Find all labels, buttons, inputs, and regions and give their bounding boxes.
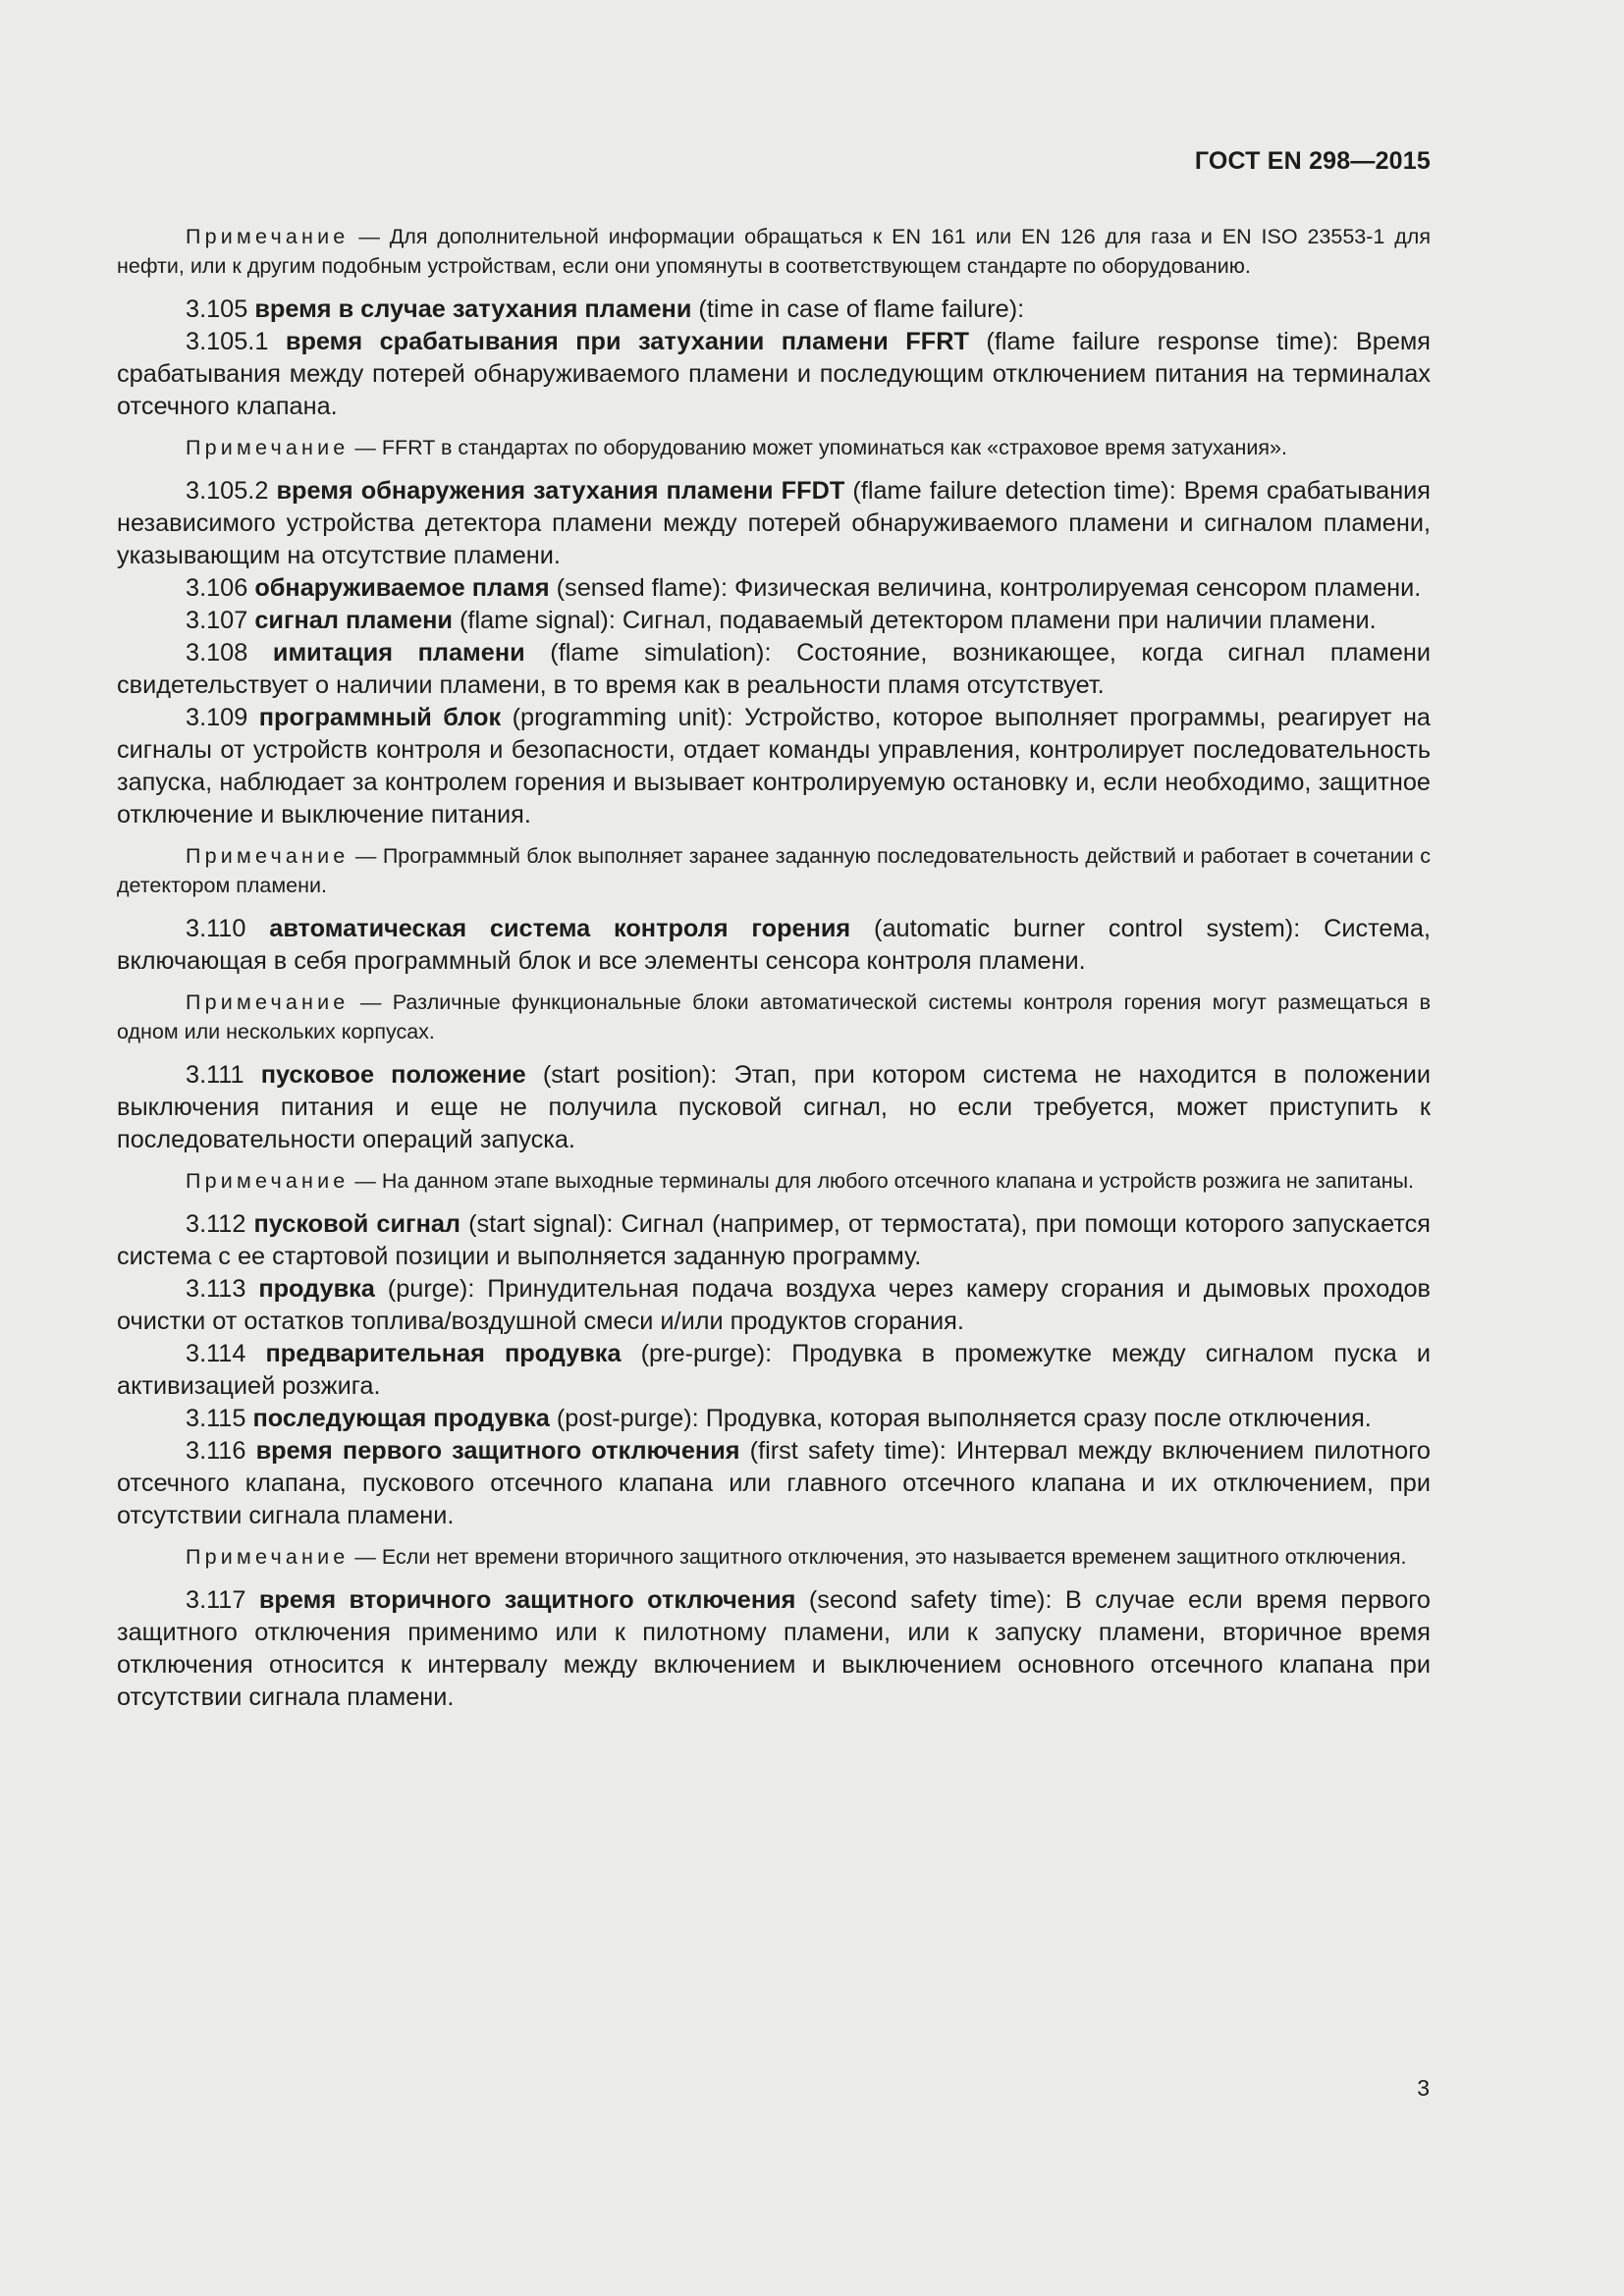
definition-paragraph: [117, 1584, 1431, 1714]
note-label: Примечание: [186, 844, 350, 868]
clause-number: 3.117: [186, 1586, 259, 1614]
defined-term: обнаруживаемое пламя: [254, 574, 550, 602]
definition-text: (sensed flame): Физическая величина, контролируемая сенсором пламени.: [549, 574, 1422, 602]
definition-text: (post-purge): Продувка, которая выполняется сразу после отключения.: [549, 1405, 1372, 1432]
definition-paragraph: [117, 1435, 1431, 1532]
document-header: ГОСТ EN 298—2015: [1194, 147, 1431, 175]
note-paragraph: [117, 841, 1431, 900]
definition-text: (flame signal): Сигнал, подаваемый детектором пламени при наличии пламени.: [452, 607, 1377, 634]
definition-text: (programming unit): Устройство, которое выполняет программы, реагирует на сигналы от устройств контроля и безопасности, отдает команды управления, контролирует последовательность запуска, наблюдает за контролем горения и вызывает контролируемую остановку и, если необходимо, защитное отключение и выключение питания.: [117, 704, 1431, 828]
defined-term: пусковое положение: [260, 1061, 526, 1089]
definition-paragraph: [117, 637, 1431, 702]
note-label: Примечание: [186, 225, 350, 248]
defined-term: время обнаружения затухания пламени FFDT: [276, 477, 845, 505]
clause-number: 3.107: [186, 607, 255, 634]
definition-text: (flame simulation): Состояние, возникающее, когда сигнал пламени свидетельствует о наличии пламени, в то время как в реальности пламя отсутствует.: [117, 639, 1431, 699]
definition-text: (start position): Этап, при котором система не находится в положении выключения питания и еще не получила пусковой сигнал, но если требуется, может приступить к последовательности операций запуска.: [117, 1061, 1431, 1153]
definition-text: (purge): Принудительная подача воздуха через камеру сгорания и дымовых проходов очистки от остатков топлива/воздушной смеси и/или продуктов сгорания.: [117, 1275, 1431, 1335]
defined-term: время первого защитного отключения: [255, 1437, 740, 1465]
definition-paragraph: [117, 605, 1431, 637]
note-text: — FFRT в стандартах по оборудованию может упоминаться как «страховое время затухания».: [349, 436, 1287, 459]
clause-number: 3.105: [186, 295, 255, 323]
clause-number: 3.112: [186, 1210, 254, 1238]
defined-term: время срабатывания при затухании пламени FFRT: [285, 328, 969, 355]
definition-paragraph: [117, 1338, 1431, 1403]
definition-paragraph: [117, 572, 1431, 605]
clause-number: 3.109: [186, 704, 259, 731]
defined-term: программный блок: [258, 704, 502, 731]
note-paragraph: [117, 433, 1431, 462]
definition-paragraph: [117, 1208, 1431, 1273]
definition-paragraph: [117, 1403, 1431, 1435]
note-paragraph: [117, 1542, 1431, 1572]
definition-text: (first safety time): Интервал между включением пилотного отсечного клапана, пускового отсечного клапана или главного отсечного клапана и их отключением, при отсутствии сигнала пламени.: [117, 1437, 1431, 1529]
clause-number: 3.108: [186, 639, 273, 667]
note-text: — Для дополнительной информации обращаться к EN 161 или EN 126 для газа и EN ISO 23553-1 для нефти, или к другим подобным устройствам, если они упомянуты в соответствующем стандарте по оборудованию.: [117, 225, 1431, 278]
defined-term: пусковой сигнал: [253, 1210, 460, 1238]
clause-number: 3.113: [186, 1275, 259, 1303]
note-label: Примечание: [186, 1169, 350, 1193]
defined-term: автоматическая система контроля горения: [269, 915, 851, 942]
note-text: — Если нет времени вторичного защитного отключения, это называется временем защитного отключения.: [349, 1545, 1407, 1569]
note-label: Примечание: [186, 1545, 350, 1569]
definition-paragraph: [117, 1059, 1431, 1156]
note-paragraph: [117, 1166, 1431, 1196]
definition-text: (second safety time): В случае если время первого защитного отключения применимо или к пилотному пламени, или к запуску пламени, вторичное время отключения относится к интервалу между включением и выключением основного отсечного клапана при отсутствии сигнала пламени.: [117, 1586, 1431, 1711]
definition-text: (time in case of flame failure):: [691, 295, 1025, 323]
definition-text: (flame failure response time): Время срабатывания между потерей обнаруживаемого пламени и последующим отключением питания на терминалах отсечного клапана.: [117, 328, 1431, 420]
clause-number: 3.111: [186, 1061, 261, 1089]
note-paragraph: [117, 988, 1431, 1046]
clause-number: 3.114: [186, 1340, 266, 1367]
clause-number: 3.106: [186, 574, 255, 602]
clause-number: 3.105.1: [186, 328, 286, 355]
definition-text: (start signal): Сигнал (например, от термостата), при помощи которого запускается система с ее стартовой позиции и выполняется заданную программу.: [117, 1210, 1431, 1270]
defined-term: время вторичного защитного отключения: [258, 1586, 796, 1614]
defined-term: предварительная продувка: [265, 1340, 622, 1367]
definition-text: (flame failure detection time): Время срабатывания независимого устройства детектора пламени между потерей обнаруживаемого пламени и сигналом пламени, указывающим на отсутствие пламени.: [117, 477, 1431, 569]
defined-term: имитация пламени: [272, 639, 525, 667]
defined-term: сигнал пламени: [254, 607, 453, 634]
definition-text: (pre-purge): Продувка в промежутке между сигналом пуска и активизацией розжига.: [117, 1340, 1431, 1400]
note-text: — Программный блок выполняет заранее заданную последовательность действий и работает в сочетании с детектором пламени.: [117, 844, 1431, 897]
note-text: — Различные функциональные блоки автоматической системы контроля горения могут размещаться в одном или нескольких корпусах.: [117, 990, 1431, 1043]
defined-term: последующая продувка: [252, 1405, 550, 1432]
definition-paragraph: [117, 913, 1431, 978]
clause-number: 3.110: [186, 915, 270, 942]
note-text: — На данном этапе выходные терминалы для любого отсечного клапана и устройств розжига не запитаны.: [349, 1169, 1415, 1193]
defined-term: время в случае затухания пламени: [254, 295, 692, 323]
note-label: Примечание: [186, 990, 350, 1014]
note-label: Примечание: [186, 436, 350, 459]
definition-paragraph: [117, 326, 1431, 423]
clause-number: 3.115: [186, 1405, 253, 1432]
definition-paragraph: [117, 475, 1431, 572]
note-paragraph: [117, 222, 1431, 281]
definition-paragraph: [117, 702, 1431, 831]
definition-paragraph: [117, 294, 1431, 326]
definition-paragraph: [117, 1273, 1431, 1338]
definition-text: (automatic burner control system): Система, включающая в себя программный блок и все элементы сенсора контроля пламени.: [117, 915, 1431, 975]
page-number: 3: [1417, 2075, 1430, 2101]
clause-number: 3.116: [186, 1437, 256, 1465]
defined-term: продувка: [258, 1275, 375, 1303]
clause-number: 3.105.2: [186, 477, 277, 505]
document-body: [117, 222, 1431, 1714]
